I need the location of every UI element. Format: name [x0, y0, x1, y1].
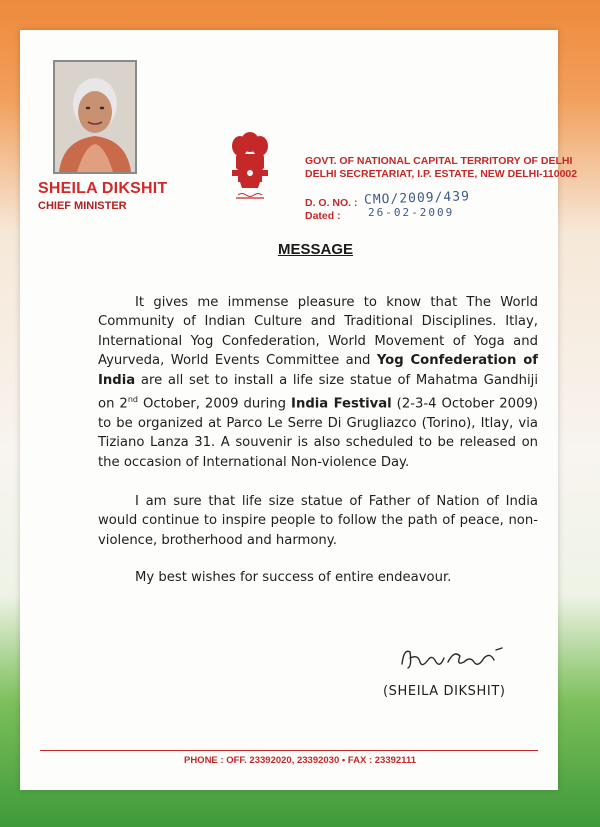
paragraph-1-text: October, 2009 during — [137, 396, 292, 412]
date-label: Dated : — [305, 210, 341, 222]
paragraph-1 — [98, 293, 538, 472]
org-line-2: DELHI SECRETARIAT, I.P. ESTATE, NEW DELHI-110002 — [305, 168, 578, 180]
letterhead-name: SHEILA DIKSHIT — [38, 180, 168, 197]
footer-divider — [40, 750, 538, 751]
date-ordinal: nd — [127, 395, 138, 405]
state-emblem-icon — [228, 132, 272, 208]
paragraph-1-text: It gives me immense pleasure to know that The World Community of Indian Culture and Traditional Disciplines. Itlay, International Yog Confederation, World Movement of Yoga and Ayurveda, World Events Committee and — [98, 295, 538, 369]
do-number-label: D. O. NO. : — [305, 197, 358, 209]
paragraph-1-text: (2-3-4 October 2009) to be organized at Parco Le Serre Di Grugliazco (Torino), Itlay, via Tiziano Lanza 31. A souvenir is also scheduled to be released on the occasion of International Non-violence Day. — [98, 396, 538, 470]
org-line-1: GOVT. OF NATIONAL CAPITAL TERRITORY OF DELHI — [305, 155, 573, 167]
footer-contact: PHONE : OFF. 23392020, 23392030 • FAX : 23392111 — [183, 755, 416, 766]
date-value: 26-02-2009 — [368, 206, 455, 219]
paragraph-1-text: are all set to install a life size statue of Mahatma Gandhiji on 2 — [98, 372, 538, 412]
message-body — [98, 293, 538, 588]
handwritten-signature — [398, 644, 508, 672]
signer-name: (SHEILA DIKSHIT) — [383, 684, 506, 699]
letterhead-designation: CHIEF MINISTER — [38, 200, 127, 212]
paragraph-1-festival-bold: India Festival — [291, 396, 392, 412]
message-heading: MESSAGE — [278, 241, 354, 258]
do-number-value: CMO/2009/439 — [363, 189, 471, 208]
paragraph-2: I am sure that life size statue of Father of Nation of India would continue to inspire people to follow the path of peace, non-violence, brotherhood and harmony. — [98, 494, 538, 548]
paragraph-3: My best wishes for success of entire endeavour. — [135, 570, 452, 586]
paragraph-1-org-bold: Yog Confederation of India — [98, 353, 538, 388]
portrait-photo — [53, 60, 137, 174]
